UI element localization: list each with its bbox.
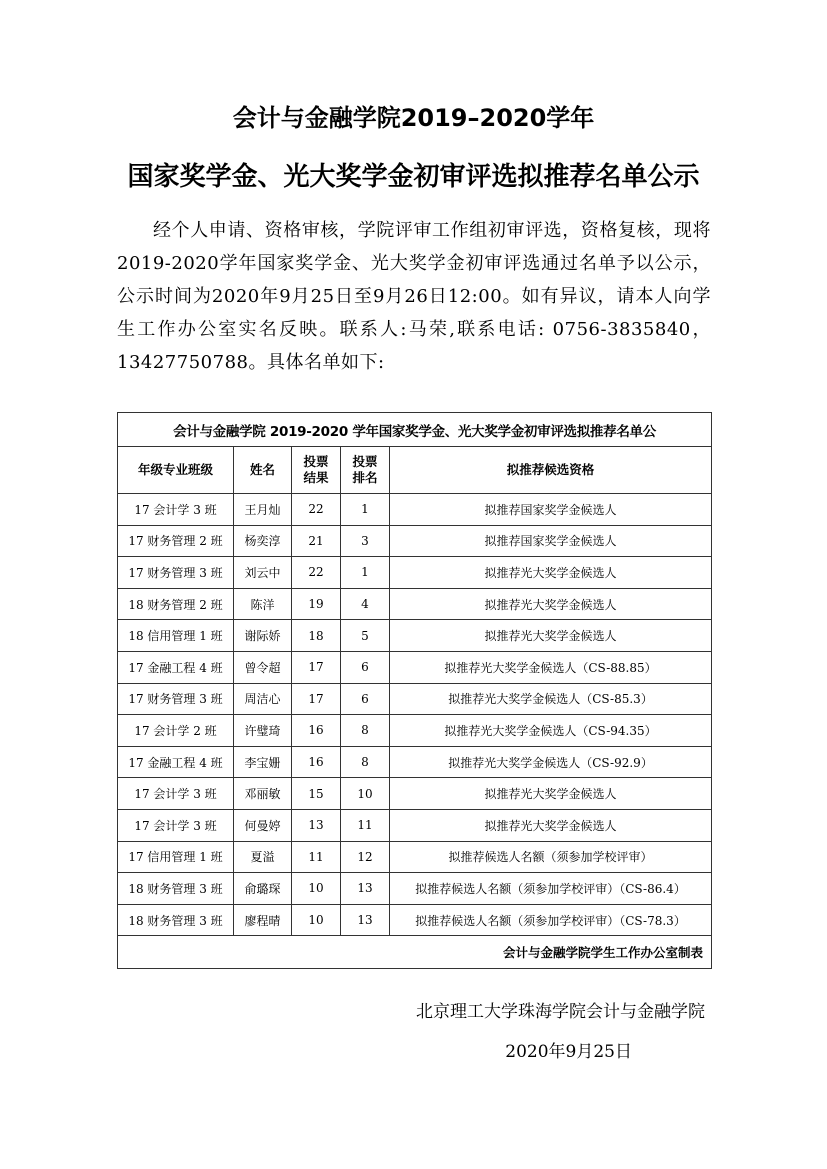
cell-class: 17 财务管理 3 班 (118, 683, 234, 715)
cell-class: 17 会计学 3 班 (118, 809, 234, 841)
cell-rank: 1 (341, 494, 390, 526)
cell-rank: 12 (341, 841, 390, 873)
cell-class: 18 财务管理 2 班 (118, 588, 234, 620)
table-footer: 会计与金融学院学生工作办公室制表 (118, 936, 712, 969)
cell-votes: 17 (292, 651, 341, 683)
cell-class: 17 金融工程 4 班 (118, 651, 234, 683)
cell-rank: 8 (341, 715, 390, 747)
cell-name: 邓丽敏 (234, 778, 292, 810)
header-class: 年级专业班级 (118, 447, 234, 494)
signature-organization: 北京理工大学珠海学院会计与金融学院 (416, 1002, 705, 1022)
cell-qualification: 拟推荐候选人名额（须参加学校评审）（CS-86.4） (390, 873, 712, 905)
cell-rank: 11 (341, 809, 390, 841)
intro-paragraph (117, 214, 711, 379)
cell-rank: 8 (341, 746, 390, 778)
header-votes-line2: 结果 (303, 470, 329, 485)
table-row (118, 904, 712, 936)
table-footer-row (118, 936, 712, 969)
header-qualification: 拟推荐候选资格 (390, 447, 712, 494)
header-rank-line2: 排名 (352, 470, 378, 485)
cell-qualification: 拟推荐国家奖学金候选人 (390, 525, 712, 557)
cell-votes: 18 (292, 620, 341, 652)
cell-qualification: 拟推荐光大奖学金候选人 (390, 588, 712, 620)
header-votes (292, 447, 341, 494)
cell-name: 俞璐琛 (234, 873, 292, 905)
table-row (118, 746, 712, 778)
cell-votes: 16 (292, 715, 341, 747)
cell-qualification: 拟推荐光大奖学金候选人（CS-85.3） (390, 683, 712, 715)
table-caption-row (118, 413, 712, 447)
cell-class: 17 金融工程 4 班 (118, 746, 234, 778)
cell-votes: 22 (292, 557, 341, 589)
cell-qualification: 拟推荐国家奖学金候选人 (390, 494, 712, 526)
cell-qualification: 拟推荐光大奖学金候选人 (390, 809, 712, 841)
table-caption: 会计与金融学院 2019-2020 学年国家奖学金、光大奖学金初审评选拟推荐名单公 (118, 413, 712, 447)
cell-name: 夏溢 (234, 841, 292, 873)
cell-name: 谢际娇 (234, 620, 292, 652)
cell-rank: 4 (341, 588, 390, 620)
cell-rank: 6 (341, 651, 390, 683)
cell-votes: 16 (292, 746, 341, 778)
cell-rank: 3 (341, 525, 390, 557)
cell-name: 周洁心 (234, 683, 292, 715)
intro-text: 经个人申请、资格审核，学院评审工作组初审评选，资格复核，现将2019-2020学年国家奖学金、光大奖学金初审评选通过名单予以公示，公示时间为2020年9月25日至9月26日12:00。如有异议，请本人向学生工作办公室实名反映。联系人:马荣,联系电话: 0756-3835840，13427750788。具体名单如下: (117, 220, 711, 373)
cell-rank: 5 (341, 620, 390, 652)
cell-class: 17 信用管理 1 班 (118, 841, 234, 873)
cell-votes: 21 (292, 525, 341, 557)
cell-rank: 13 (341, 904, 390, 936)
cell-class: 17 会计学 3 班 (118, 778, 234, 810)
document-title: 会计与金融学院2019–2020学年 (232, 104, 595, 132)
table-row (118, 683, 712, 715)
cell-class: 18 财务管理 3 班 (118, 904, 234, 936)
cell-class: 17 财务管理 3 班 (118, 557, 234, 589)
table-row (118, 525, 712, 557)
cell-name: 曾令超 (234, 651, 292, 683)
cell-votes: 17 (292, 683, 341, 715)
cell-qualification: 拟推荐光大奖学金候选人（CS-88.85） (390, 651, 712, 683)
signature-date: 2020年9月25日 (505, 1042, 632, 1062)
cell-votes: 10 (292, 873, 341, 905)
cell-qualification: 拟推荐光大奖学金候选人 (390, 557, 712, 589)
cell-votes: 10 (292, 904, 341, 936)
cell-rank: 13 (341, 873, 390, 905)
cell-votes: 22 (292, 494, 341, 526)
cell-rank: 1 (341, 557, 390, 589)
cell-name: 李宝姗 (234, 746, 292, 778)
header-rank (341, 447, 390, 494)
document-subtitle: 国家奖学金、光大奖学金初审评选拟推荐名单公示 (127, 162, 700, 192)
cell-class: 18 财务管理 3 班 (118, 873, 234, 905)
cell-qualification: 拟推荐光大奖学金候选人（CS-92.9） (390, 746, 712, 778)
cell-class: 17 财务管理 2 班 (118, 525, 234, 557)
table-row (118, 841, 712, 873)
cell-name: 许璧琦 (234, 715, 292, 747)
cell-class: 17 会计学 2 班 (118, 715, 234, 747)
cell-name: 刘云中 (234, 557, 292, 589)
header-rank-line1: 投票 (352, 454, 378, 469)
cell-votes: 19 (292, 588, 341, 620)
table-row (118, 557, 712, 589)
cell-votes: 15 (292, 778, 341, 810)
table-row (118, 809, 712, 841)
table-row (118, 778, 712, 810)
cell-qualification: 拟推荐光大奖学金候选人 (390, 620, 712, 652)
cell-rank: 6 (341, 683, 390, 715)
table-row (118, 620, 712, 652)
cell-qualification: 拟推荐候选人名额（须参加学校评审） (390, 841, 712, 873)
cell-qualification: 拟推荐候选人名额（须参加学校评审）（CS-78.3） (390, 904, 712, 936)
cell-votes: 13 (292, 809, 341, 841)
cell-name: 王月灿 (234, 494, 292, 526)
cell-name: 陈洋 (234, 588, 292, 620)
cell-rank: 10 (341, 778, 390, 810)
header-votes-line1: 投票 (303, 454, 329, 469)
cell-name: 何曼婷 (234, 809, 292, 841)
cell-qualification: 拟推荐光大奖学金候选人 (390, 778, 712, 810)
cell-class: 18 信用管理 1 班 (118, 620, 234, 652)
recommendation-table (117, 412, 712, 969)
cell-class: 17 会计学 3 班 (118, 494, 234, 526)
cell-votes: 11 (292, 841, 341, 873)
table-row (118, 588, 712, 620)
table-row (118, 651, 712, 683)
header-name: 姓名 (234, 447, 292, 494)
table-row (118, 494, 712, 526)
table-header-row (118, 447, 712, 494)
table-row (118, 715, 712, 747)
cell-name: 杨奕淳 (234, 525, 292, 557)
cell-qualification: 拟推荐光大奖学金候选人（CS-94.35） (390, 715, 712, 747)
cell-name: 廖程晴 (234, 904, 292, 936)
table-row (118, 873, 712, 905)
